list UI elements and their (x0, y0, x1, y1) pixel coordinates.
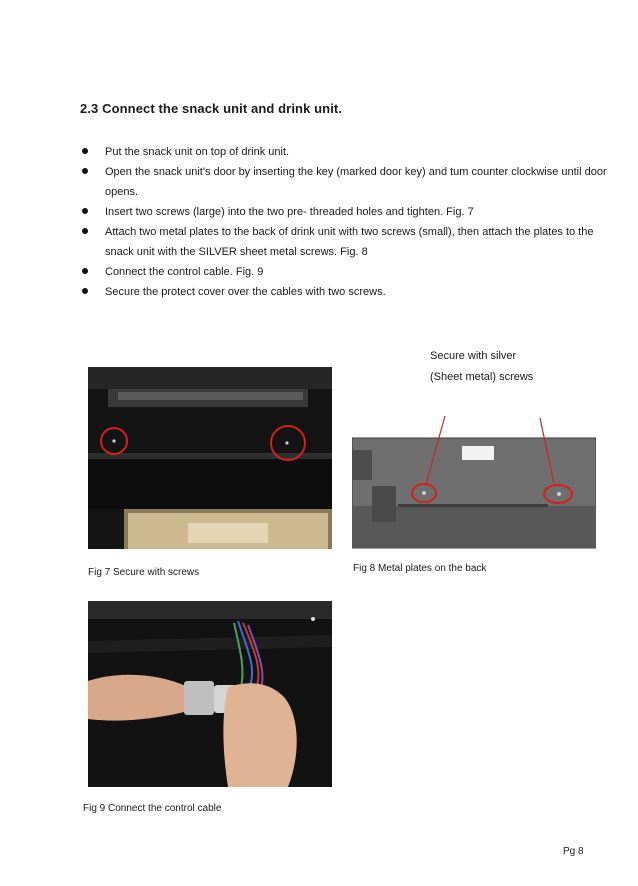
list-item: Connect the control cable. Fig. 9 (80, 262, 610, 282)
fig8-caption: Fig 8 Metal plates on the back (353, 563, 487, 574)
callout-line-1: Secure with silver (430, 350, 517, 362)
fig9-illustration (88, 601, 332, 787)
fig7-caption: Fig 7 Secure with screws (88, 567, 200, 578)
callout-line-2: (Sheet metal) screws (430, 371, 534, 383)
callout-label (430, 346, 533, 388)
instruction-list (80, 142, 610, 302)
list-item: Insert two screws (large) into the two pre- threaded holes and tighten. Fig. 7 (80, 202, 610, 222)
fig8-photo (352, 410, 596, 550)
list-item: Put the snack unit on top of drink unit. (80, 142, 610, 162)
list-item: Open the snack unit's door by inserting the key (marked door key) and tum counter clockwise until door opens. (80, 162, 610, 202)
list-item: Attach two metal plates to the back of drink unit with two screws (small), then attach the plates to the snack unit with the SILVER sheet metal screws. Fig. 8 (80, 222, 610, 262)
fig7-photo (88, 367, 332, 549)
fig9-caption: Fig 9 Connect the control cable (83, 803, 222, 814)
list-item: Secure the protect cover over the cables with two screws. (80, 282, 610, 302)
fig9-photo (88, 601, 332, 787)
fig7-illustration (88, 367, 332, 549)
page-number: Pg 8 (563, 846, 584, 857)
section-heading: 2.3 Connect the snack unit and drink unit. (80, 101, 343, 116)
